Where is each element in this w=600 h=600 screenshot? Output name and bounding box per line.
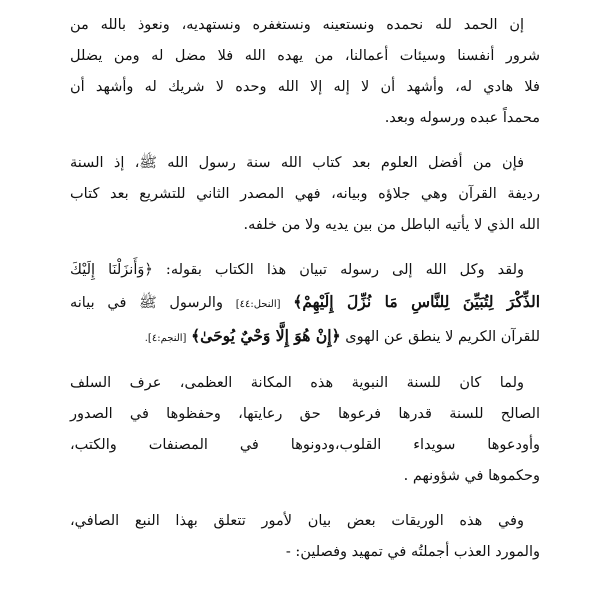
paragraph-salaf [70,368,540,492]
paragraph-sunnah-importance [70,148,540,241]
text-line: فلا هادي له، وأشهد أن لا إله إلا الله وحده لا شريك له وأشهد أن [70,79,540,95]
text-line [70,320,540,354]
paragraph-praise [70,10,540,134]
text-line: والمورد العذب أجملتُه في تمهيد وفصلين: - [285,544,540,560]
text-run: ولقد وكل الله إلى رسوله تبيان هذا الكتاب بقوله: ﴿وَأَنزَلْنَا إِلَيْكَ [70,262,524,278]
text-line: ولما كان للسنة النبوية هذه المكانة العظمى، عرف السلف [70,375,524,391]
text-line: شرور أنفسنا وسيئات أعمالنا، من يهده الله فلا مضل له ومن يضلل [70,48,540,64]
text-line: الله الذي لا يأتيه الباطل من بين يديه ولا من خلفه. [243,217,540,233]
text-line: الصالح للسنة قدرها فرعوها حق رعايتها، وحفظوها في الصدور [70,406,540,422]
paragraph-quran-verses [70,255,540,354]
document-page [70,10,540,590]
text-line [70,255,540,286]
quran-verse: الذِّكْرَ لِتُبَيِّنَ لِلنَّاسِ مَا نُزِّلَ إِلَيْهِمْ﴾ [293,292,541,311]
text-line: وأودعوها سويداء القلوب،ودونوها في المصنفات والكتب، [70,437,540,453]
text-line [70,286,540,320]
text-run: للقرآن الكريم لا ينطق عن الهوى [345,329,540,345]
paragraph-outline [70,506,540,568]
text-run: والرسول ﷺ في بيانه [70,295,223,311]
text-line: فإن من أفضل العلوم بعد كتاب الله سنة رسول الله ﷺ، إذ السنة [70,155,524,171]
text-line: رديفة القرآن وهي جلاؤه وبيانه، فهي المصدر الثاني للتشريع بعد كتاب [70,186,540,202]
quran-verse: ﴿إِنْ هُوَ إِلَّا وَحْيٌ يُوحَىٰ﴾ [191,326,341,345]
verse-reference: [النجم:٤]. [144,333,187,344]
verse-reference: [النحل:٤٤] [235,299,281,310]
text-line: وحكموها في شؤونهم . [403,468,540,484]
text-line: إن الحمد لله نحمده ونستعينه ونستغفره ونستهديه، ونعوذ بالله من [70,17,524,33]
text-line: محمداً عبده ورسوله وبعد. [384,110,540,126]
text-line: وفي هذه الوريقات بعض بيان لأمور تتعلق بهذا النبع الصافي، [70,513,524,529]
